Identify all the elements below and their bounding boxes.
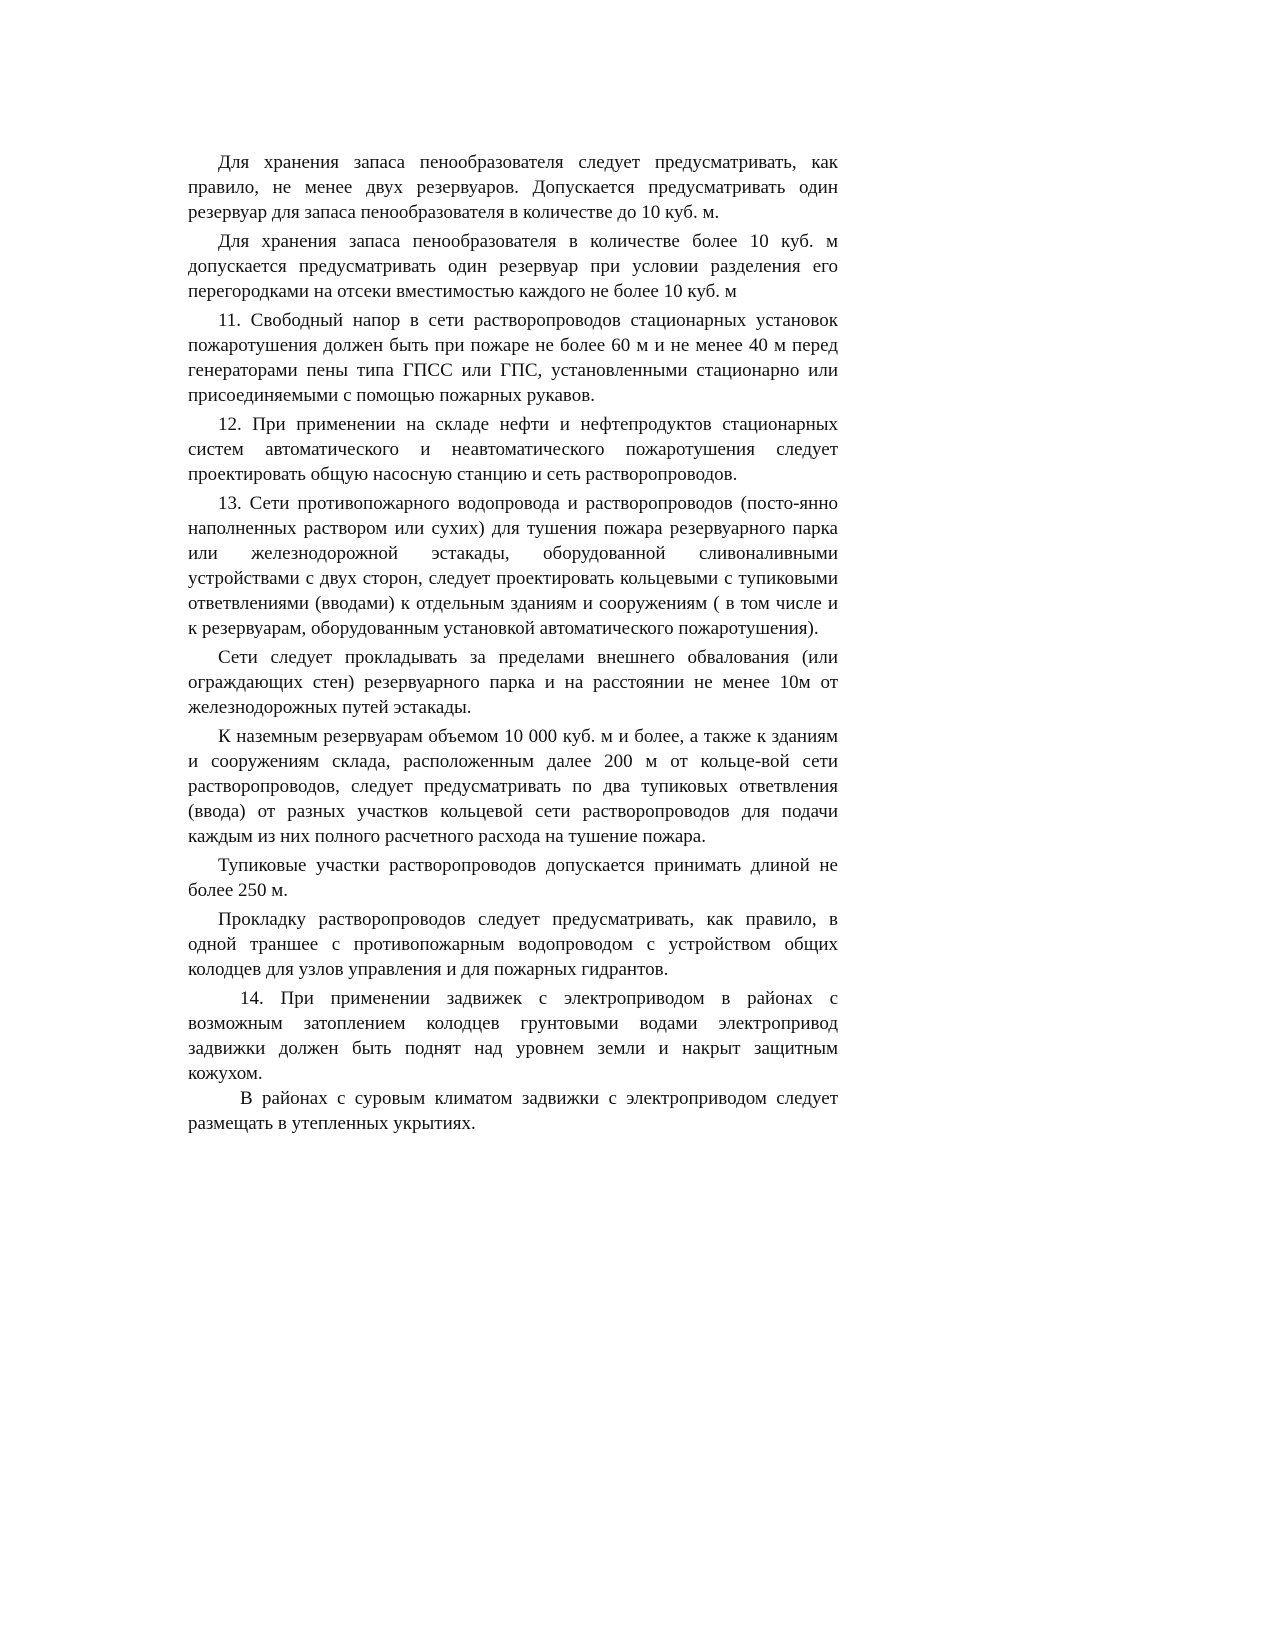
paragraph-dead-end-sections: Тупиковые участки растворопроводов допускается принимать длиной не более 250 м. (188, 855, 838, 901)
paragraph-foam-storage-large: Для хранения запаса пенообразователя в количестве более 10 куб. м допускается предусматривать один резервуар при условии разделения его перегородками на отсеки вместимостью каждого не более 10 куб. м (188, 231, 838, 302)
document-body (188, 150, 838, 1136)
paragraph-item-11: 11. Свободный напор в сети растворопроводов стационарных установок пожаротушения должен быть при пожаре не более 60 м и не менее 40 м перед генераторами пены типа ГПСС или ГПС, установленными стационарно или присоединяемыми с помощью пожарных рукавов. (188, 310, 838, 406)
paragraph-ground-tanks: К наземным резервуарам объемом 10 000 куб. м и более, а также к зданиям и сооружениям склада, расположенным далее 200 м от кольце-вой сети растворопроводов, следует предусматривать по два тупиковых ответвления (ввода) от разных участков кольцевой сети растворопроводов для подачи каждым из них полного расчетного расхода на тушение пожара. (188, 726, 838, 847)
paragraph-item-13: 13. Сети противопожарного водопровода и растворопроводов (посто-янно наполненных раствором или сухих) для тушения пожара резервуарного парка или железнодорожной эстакады, оборудованной сливоналивными устройствами с двух сторон, следует проектировать кольцевыми с тупиковыми ответвлениями (вводами) к отдельным зданиям и сооружениям ( в том числе и к резервуарам, оборудованным установкой автоматического пожаротушения). (188, 493, 838, 639)
paragraph-foam-storage: Для хранения запаса пенообразователя следует предусматривать, как правило, не менее двух резервуаров. Допускается предусматривать один резервуар для запаса пенообразователя в количестве до 10 куб. м. (188, 152, 838, 223)
paragraph-item-12: 12. При применении на складе нефти и нефтепродуктов стационарных систем автоматического и неавтоматического пожаротушения следует проектировать общую насосную станцию и сеть растворопроводов. (188, 414, 838, 485)
paragraph-network-laying: Сети следует прокладывать за пределами внешнего обвалования (или ограждающих стен) резервуарного парка и на расстоянии не менее 10м от железнодорожных путей эстакады. (188, 647, 838, 718)
paragraph-harsh-climate: В районах с суровым климатом задвижки с электроприводом следует размещать в утепленных укрытиях. (188, 1088, 838, 1134)
paragraph-trench-laying: Прокладку растворопроводов следует предусматривать, как правило, в одной траншее с противопожарным водопроводом с устройством общих колодцев для узлов управления и для пожарных гидрантов. (188, 909, 838, 980)
paragraph-item-14: 14. При применении задвижек с электроприводом в районах с возможным затоплением колодцев грунтовыми водами электропривод задвижки должен быть поднят над уровнем земли и накрыт защитным кожухом. (188, 988, 838, 1084)
